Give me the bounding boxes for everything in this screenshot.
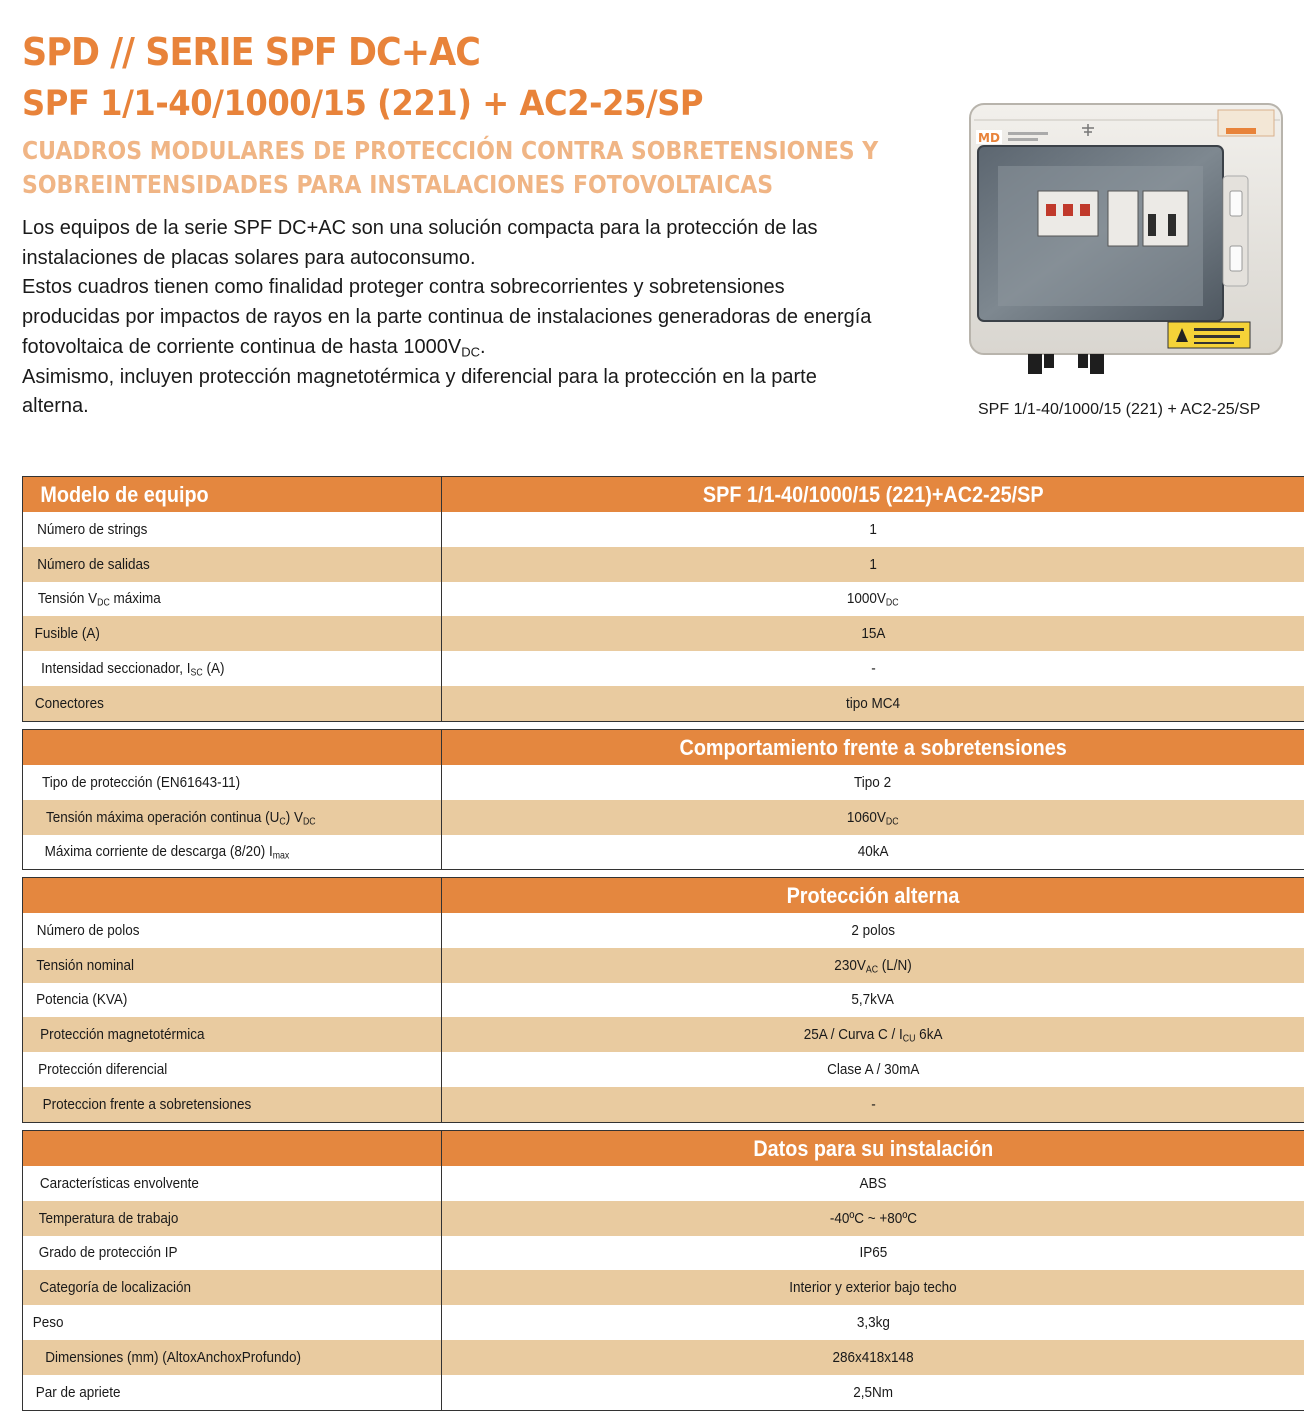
description-paragraph-1: Los equipos de la serie SPF DC+AC son una solución compacta para la protección de las instalaciones de placas solares para autoconsumo. (22, 217, 818, 269)
row-label: Tipo de protección (EN61643-11) (23, 765, 442, 800)
row-label: Peso (23, 1305, 442, 1340)
subtitle-line-2: SOBREINTENSIDADES PARA INSTALACIONES FOTOVOLTAICAS (22, 170, 774, 199)
product-image (968, 96, 1288, 386)
table-row (23, 686, 1304, 721)
row-label: Par de apriete (23, 1375, 442, 1410)
description-paragraph-2: Estos cuadros tienen como finalidad proteger contra sobrecorrientes y sobretensiones producidas por impactos de rayos en la parte continua de instalaciones generadoras de energía fotovoltaica de corriente continua de hasta $1000V_{DC}$. (22, 276, 872, 360)
table-header-row (23, 878, 1304, 913)
table-row (23, 616, 1304, 651)
table-row (23, 1375, 1304, 1410)
table-row (23, 1017, 1304, 1052)
row-value: 15A (860, 625, 886, 643)
row-value: 40kA (857, 843, 889, 861)
table-row (23, 1236, 1304, 1271)
table-row (23, 582, 1304, 617)
product-caption: SPF 1/1-40/1000/15 (221) + AC2-25/SP (978, 401, 1261, 418)
row-value: 2 polos (851, 921, 895, 939)
row-value: 1 (869, 520, 877, 538)
row-label: Máxima corriente de descarga (8/20) $I_{max}$ (23, 835, 442, 870)
spec-table-model (22, 476, 1304, 722)
table-header-value: Protección alterna (786, 882, 960, 908)
row-value: 286x418x148 (832, 1348, 914, 1366)
row-label: Características envolvente (23, 1166, 442, 1201)
row-value: 1 (869, 555, 877, 573)
table-header-value: SPF 1/1-40/1000/15 (221)+AC2-25/SP (702, 481, 1044, 507)
page-title: SPD // SERIE SPF DC+AC (22, 30, 481, 74)
table-row (23, 948, 1304, 983)
subtitle (22, 134, 879, 202)
row-label: Conectores (23, 686, 442, 721)
table-row (23, 1270, 1304, 1305)
table-row (23, 983, 1304, 1018)
row-value: 3,3kg (856, 1314, 890, 1332)
subtitle-line-1: CUADROS MODULARES DE PROTECCIÓN CONTRA SOBRETENSIONES Y (22, 136, 879, 165)
row-value: - (870, 1095, 876, 1113)
table-row (23, 651, 1304, 686)
table-row (23, 1052, 1304, 1087)
table-row (23, 913, 1304, 948)
table-header-value: Comportamiento frente a sobretensiones (679, 734, 1067, 760)
row-value: ABS (859, 1174, 887, 1192)
row-label: Grado de protección IP (23, 1236, 442, 1271)
spec-table-installation (22, 1130, 1304, 1411)
row-label: Temperatura de trabajo (23, 1201, 442, 1236)
row-label: Número de polos (23, 913, 442, 948)
row-label: Intensidad seccionador, $I_{SC}$ (A) (23, 651, 442, 686)
table-header-row (23, 730, 1304, 765)
description-paragraph-3: Asimismo, incluyen protección magnetotérmica y diferencial para la protección en la parte alterna. (22, 365, 817, 418)
row-label: Tensión nominal (23, 948, 442, 983)
table-header-label (23, 878, 442, 913)
row-value: $230V_{AC}$ (L/N) (834, 956, 912, 976)
row-value: $1060V_{DC}$ (847, 808, 899, 828)
table-header-label (23, 1131, 442, 1166)
row-value: $1000V_{DC}$ (847, 590, 899, 609)
table-row (23, 1166, 1304, 1201)
row-label: Dimensiones (mm) (AltoxAnchoxProfundo) (23, 1340, 442, 1375)
row-value: Tipo 2 (854, 773, 892, 791)
spec-table-overvoltage (22, 729, 1304, 870)
table-row (23, 1201, 1304, 1236)
table-row (23, 800, 1304, 835)
table-header-label (23, 730, 442, 765)
row-value: 5,7kVA (851, 991, 895, 1009)
table-row (23, 1305, 1304, 1340)
description (22, 214, 882, 422)
table-header-label: Modelo de equipo (23, 477, 442, 512)
row-label: Fusible (A) (23, 616, 442, 651)
row-label: Número de salidas (23, 547, 442, 582)
row-label: Potencia (KVA) (23, 983, 442, 1018)
row-label: Protección magnetotérmica (23, 1017, 442, 1052)
row-value: 2,5Nm (853, 1383, 893, 1401)
model-title: SPF 1/1-40/1000/15 (221) + AC2-25/SP (22, 84, 704, 124)
row-value: 25A / Curva C / $I_{CU}$ 6kA (803, 1026, 943, 1045)
table-row (23, 512, 1304, 547)
row-label: Tensión $V_{DC}$ máxima (23, 582, 442, 617)
row-value: - (870, 660, 876, 678)
row-label: Tensión máxima operación continua $(U_C)$ $V_{DC}$ (23, 800, 442, 835)
table-header-value: Datos para su instalación (753, 1135, 993, 1161)
row-label: Proteccion frente a sobretensiones (23, 1087, 442, 1122)
brand-logo: MD (978, 131, 1000, 145)
row-value: tipo MC4 (845, 694, 901, 712)
row-label: Protección diferencial (23, 1052, 442, 1087)
table-header-row (23, 1131, 1304, 1166)
row-value: IP65 (859, 1244, 887, 1262)
table-row (23, 835, 1304, 870)
row-label: Categoría de localización (23, 1270, 442, 1305)
row-value: -40ºC ~ +80ºC (829, 1209, 917, 1227)
spec-table-ac-protection (22, 877, 1304, 1123)
table-row (23, 1087, 1304, 1122)
row-label: Número de strings (23, 512, 442, 547)
row-value: Interior y exterior bajo techo (789, 1279, 957, 1297)
table-row (23, 765, 1304, 800)
table-row (23, 1340, 1304, 1375)
table-header-row (23, 477, 1304, 512)
table-row (23, 547, 1304, 582)
row-value: Clase A / 30mA (826, 1061, 920, 1079)
